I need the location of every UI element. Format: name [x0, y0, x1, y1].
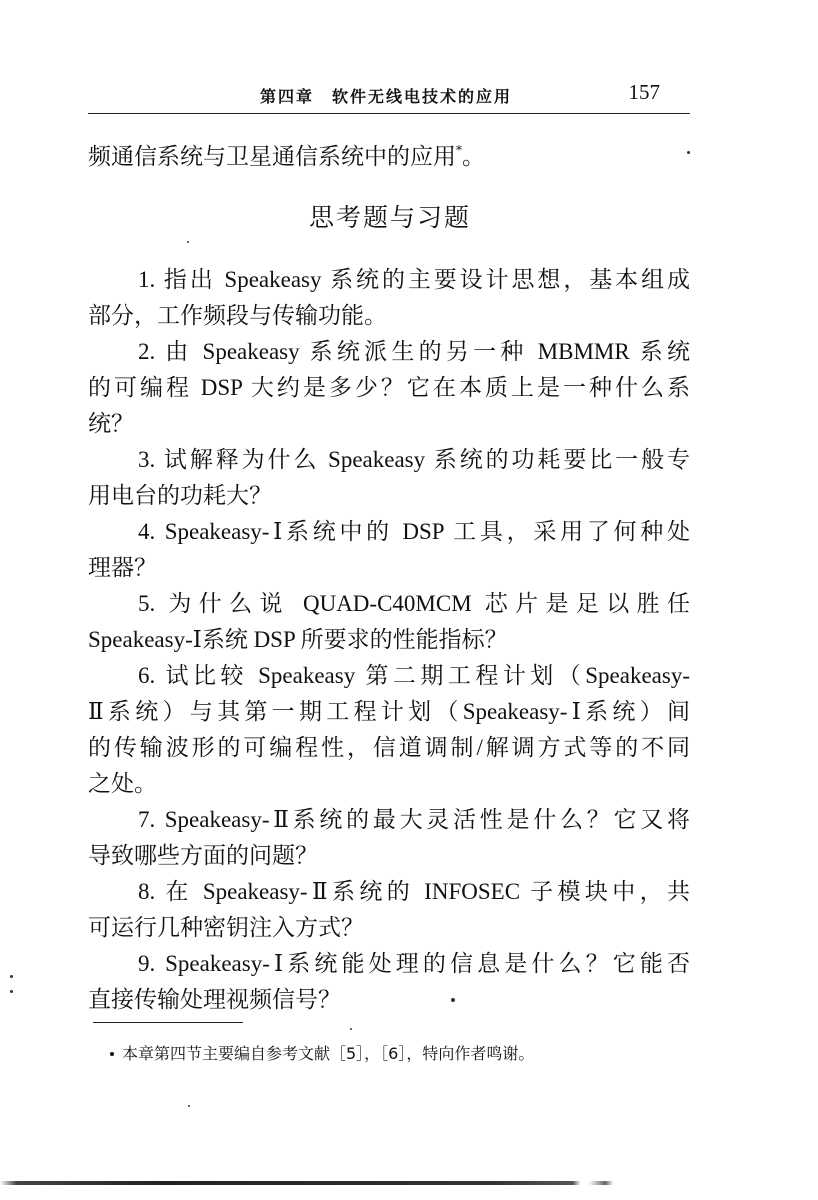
- question-line: 4. Speakeasy-Ⅰ系统中的 DSP 工具，采用了何种处: [138, 519, 690, 544]
- continuation-end: 。: [462, 144, 485, 170]
- question-item: [88, 946, 690, 1018]
- question-item: [88, 802, 690, 874]
- footnote: [122, 1042, 722, 1066]
- header-rule: [88, 113, 690, 114]
- question-line: 5. 为什么说 QUAD-C40MCM 芯片是足以胜任: [138, 591, 690, 616]
- question-line: 导致哪些方面的问题？: [88, 843, 318, 868]
- question-line: 8. 在 Speakeasy-Ⅱ系统的 INFOSEC 子模块中，共: [138, 879, 690, 904]
- question-item: [88, 262, 690, 334]
- question-line: 6. 试比较 Speakeasy 第二期工程计划（Speakeasy-: [138, 663, 690, 688]
- question-line: 2. 由 Speakeasy 系统派生的另一种 MBMMR 系统: [138, 339, 690, 364]
- question-line: 3. 试解释为什么 Speakeasy 系统的功耗要比一般专: [138, 447, 690, 472]
- question-line: 7. Speakeasy-Ⅱ系统的最大灵活性是什么？它又将: [138, 807, 690, 832]
- scan-speck: [187, 241, 189, 243]
- scan-speck: [10, 990, 13, 993]
- question-list: [88, 262, 690, 1018]
- question-line: 的传输波形的可编程性，信道调制/解调方式等的不同: [88, 735, 690, 760]
- question-line: Speakeasy-Ⅰ系统 DSP 所要求的性能指标？: [88, 627, 508, 652]
- question-item: [88, 658, 690, 802]
- question-line: 可运行几种密钥注入方式？: [88, 915, 364, 940]
- question-item: [88, 442, 690, 514]
- scan-edge-bar: [0, 1181, 818, 1185]
- footnote-rule: [93, 1022, 243, 1023]
- question-line: 9. Speakeasy-Ⅰ系统能处理的信息是什么？它能否: [138, 951, 690, 976]
- question-item: [88, 586, 690, 658]
- question-line: 1. 指出 Speakeasy 系统的主要设计思想，基本组成: [138, 267, 690, 292]
- question-item: [88, 514, 690, 586]
- question-line: 部分，工作频段与传输功能。: [88, 303, 387, 328]
- chapter-title: 第四章 软件无线电技术的应用: [260, 87, 513, 106]
- page-number: 157: [628, 80, 660, 104]
- footnote-mark: *: [456, 143, 462, 157]
- question-line: 用电台的功耗大？: [88, 483, 272, 508]
- section-title: 思考题与习题: [308, 203, 471, 232]
- footnote-bullet: [110, 1052, 114, 1056]
- question-item: [88, 334, 690, 442]
- scan-speck: [451, 998, 455, 1002]
- question-line: 统？: [88, 411, 134, 436]
- continuation-line: [88, 132, 690, 175]
- question-line: 直接传输处理视频信号？: [88, 987, 341, 1012]
- question-line: 理器？: [88, 555, 157, 580]
- question-line: Ⅱ系统）与其第一期工程计划（Speakeasy-Ⅰ系统）间: [88, 699, 690, 724]
- footnote-text: 本章第四节主要编自参考文献［5］，［6］，特向作者鸣谢。: [122, 1044, 535, 1063]
- question-line: 的可编程 DSP 大约是多少？它在本质上是一种什么系: [88, 375, 690, 400]
- question-line: 之处。: [88, 771, 157, 796]
- scan-speck: [10, 975, 13, 978]
- continuation-text: 频通信系统与卫星通信系统中的应用: [88, 144, 456, 170]
- scan-speck: [188, 1105, 190, 1107]
- question-item: [88, 874, 690, 946]
- running-head: [90, 80, 690, 112]
- scan-speck: [350, 1028, 352, 1030]
- scan-speck: [687, 151, 690, 154]
